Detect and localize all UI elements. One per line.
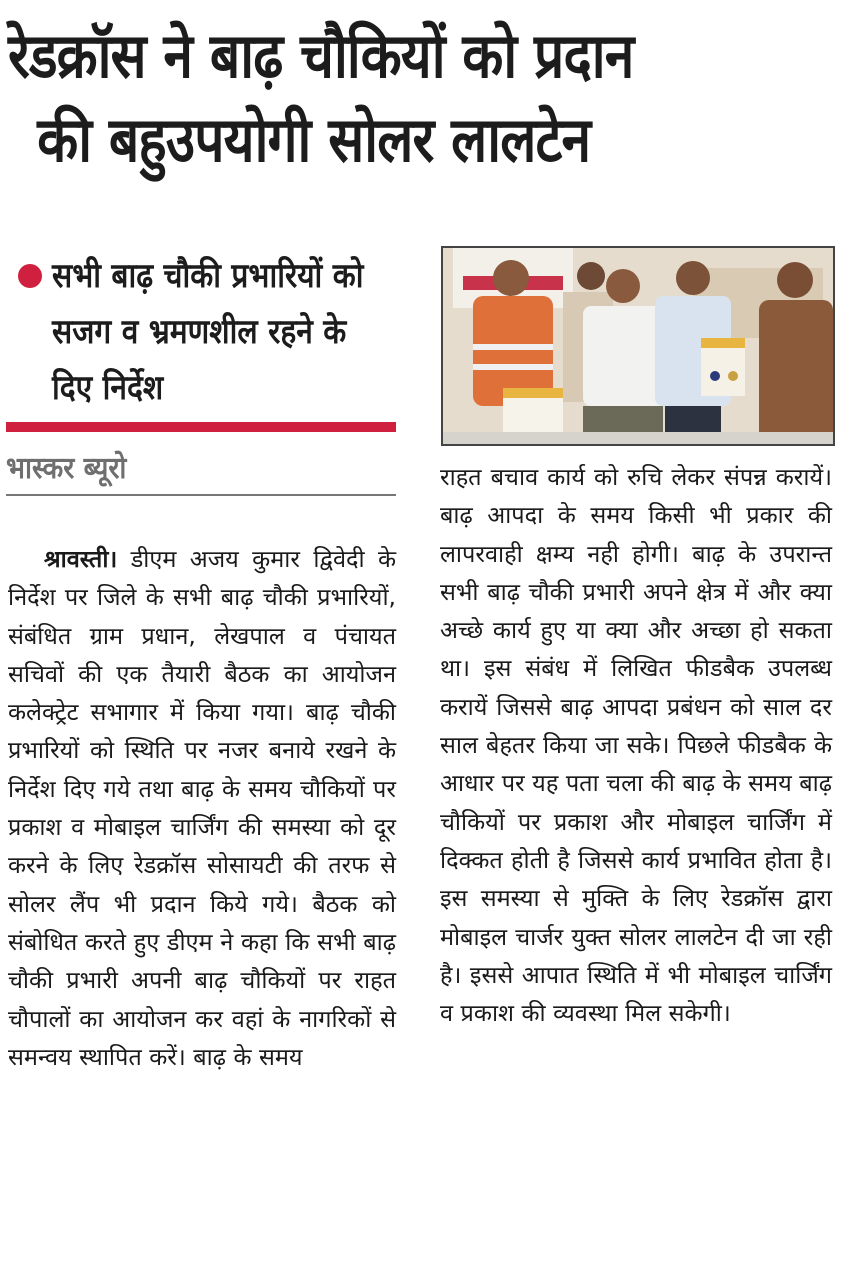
- news-photo: [441, 246, 835, 446]
- article-body-right-column: [440, 458, 832, 1032]
- kicker-text: सभी बाढ़ चौकी प्रभारियों को सजग व भ्रमणशील रहने के दिए निर्देश: [52, 256, 364, 408]
- byline-divider: [6, 494, 396, 496]
- headline: [8, 14, 730, 182]
- headline-line-1: रेडक्रॉस ने बाढ़ चौकियों को प्रदान: [8, 19, 634, 92]
- article-body-left-column: [8, 540, 396, 1076]
- dateline: श्रावस्ती।: [44, 545, 118, 573]
- body-text-left: डीएम अजय कुमार द्विवेदी के निर्देश पर जिले के सभी बाढ़ चौकी प्रभारियों, संबंधित ग्राम प्रधान, लेखपाल व पंचायत सचिवों की एक तैयारी बैठक का आयोजन कलेक्ट्रेट सभागार में किया गया। बाढ़ चौकी प्रभारियों को स्थिति पर नजर बनाये रखने के निर्देश दिए गये तथा बाढ़ के समय चौकियों पर प्रकाश व मोबाइल चार्जिंग की समस्या को दूर करने के लिए रेडक्रॉस सोसायटी की तरफ से सोलर लैंप भी प्रदान किये गये। बैठक को संबोधित करते हुए डीएम ने कहा कि सभी बाढ़ चौकी प्रभारी अपनी बाढ़ चौकियों पर राहत चौपालों का आयोजन कर वहां के नागरिकों से समन्वय स्थापित करें। बाढ़ के समय: [8, 545, 396, 1071]
- byline: भास्कर ब्यूरो: [6, 451, 127, 486]
- photo-illustration: [443, 248, 833, 444]
- paragraph: [8, 540, 396, 1076]
- headline-line-2: की बहुउपयोगी सोलर लालटेन: [37, 103, 591, 176]
- red-divider: [6, 422, 396, 432]
- body-text-right: राहत बचाव कार्य को रुचि लेकर संपन्न करायें। बाढ़ आपदा के समय किसी भी प्रकार की लापरवाही क्षम्य नही होगी। बाढ़ के उपरान्त सभी बाढ़ चौकी प्रभारी अपने क्षेत्र में और क्या अच्छे कार्य हुए या क्या और अच्छा हो सकता था। इस संबंध में लिखित फीडबैक उपलब्ध करायें जिससे बाढ़ आपदा प्रबंधन को साल दर साल बेहतर किया जा सके। पिछले फीडबैक के आधार पर यह पता चला की बाढ़ के समय बाढ़ चौकियों पर प्रकाश और मोबाइल चार्जिंग में दिक्कत होती है जिससे कार्य प्रभावित होता है। इस समस्या से मुक्ति के लिए रेडक्रॉस द्वारा मोबाइल चार्जर युक्त सोलर लालटेन दी जा रही है। इससे आपात स्थिति में भी मोबाइल चार्जिंग व प्रकाश की व्यवस्था मिल सकेगी।: [440, 463, 832, 1028]
- bullet-dot-icon: [18, 264, 42, 288]
